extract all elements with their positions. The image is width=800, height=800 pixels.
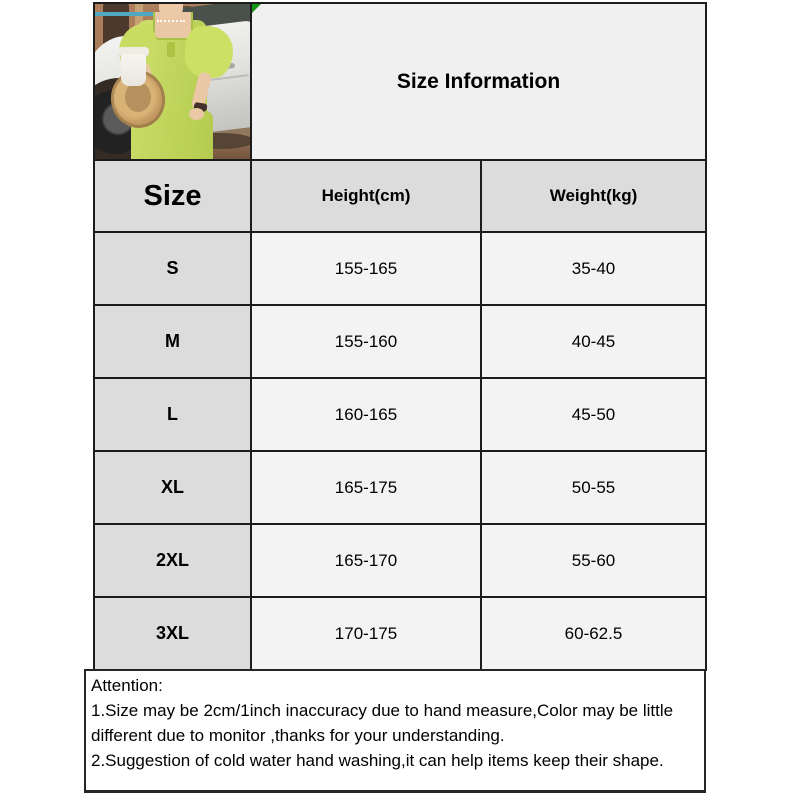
weight-value-l: 45-50	[482, 379, 705, 450]
weight-value-2xl: 55-60	[482, 525, 705, 596]
size-label-s: S	[95, 233, 250, 304]
column-header-size: Size	[95, 161, 250, 231]
size-label-3xl: 3XL	[95, 598, 250, 669]
attention-note-box	[84, 669, 706, 793]
height-value-xl: 165-175	[252, 452, 480, 523]
green-corner-flag-icon	[252, 4, 261, 13]
coffee-cup	[121, 54, 146, 86]
dress-bow	[167, 42, 175, 57]
puff-sleeve-right	[185, 26, 233, 78]
height-value-l: 160-165	[252, 379, 480, 450]
straw-hat-band	[125, 82, 151, 112]
product-photo	[95, 4, 250, 159]
height-value-m: 155-160	[252, 306, 480, 377]
size-label-m: M	[95, 306, 250, 377]
weight-value-xl: 50-55	[482, 452, 705, 523]
size-label-2xl: 2XL	[95, 525, 250, 596]
height-value-2xl: 165-170	[252, 525, 480, 596]
weight-value-m: 40-45	[482, 306, 705, 377]
size-label-xl: XL	[95, 452, 250, 523]
pearl-necklace	[157, 12, 185, 22]
attention-note-1: 1.Size may be 2cm/1inch inaccuracy due to hand measure,Color may be little different due to monitor ,thanks for your understanding.	[91, 701, 674, 745]
attention-note-2: 2.Suggestion of cold water hand washing,it can help items keep their shape.	[91, 751, 664, 770]
column-header-height: Height(cm)	[252, 161, 480, 231]
weight-value-3xl: 60-62.5	[482, 598, 705, 669]
weight-value-s: 35-40	[482, 233, 705, 304]
size-information-title-cell	[252, 4, 705, 159]
attention-title: Attention:	[91, 676, 163, 695]
column-header-weight: Weight(kg)	[482, 161, 705, 231]
height-value-3xl: 170-175	[252, 598, 480, 669]
blue-pipe	[95, 12, 157, 16]
height-value-s: 155-165	[252, 233, 480, 304]
page-title: Size Information	[396, 69, 561, 93]
size-label-l: L	[95, 379, 250, 450]
size-chart-table	[93, 2, 707, 671]
model-hand	[189, 108, 204, 120]
